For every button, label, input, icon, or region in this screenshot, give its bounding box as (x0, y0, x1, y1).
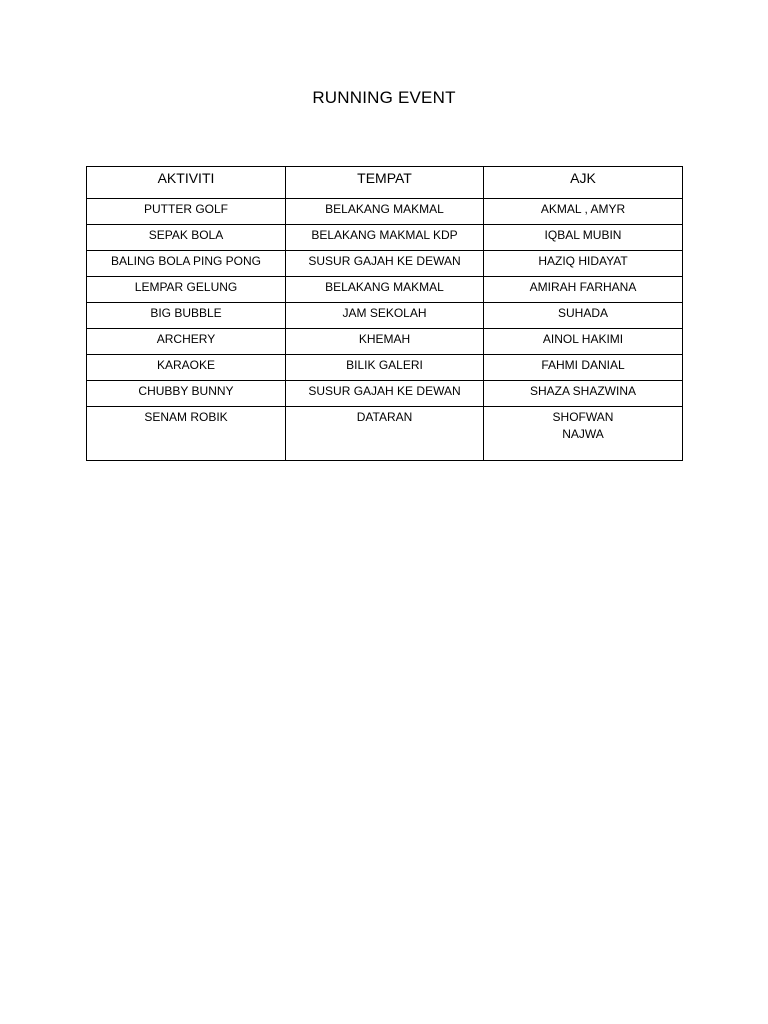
cell-ajk: IQBAL MUBIN (484, 225, 683, 251)
cell-tempat: JAM SEKOLAH (286, 303, 484, 329)
cell-tempat: BELAKANG MAKMAL (286, 277, 484, 303)
table-row (87, 407, 683, 461)
cell-aktiviti: LEMPAR GELUNG (87, 277, 286, 303)
cell-ajk (484, 407, 683, 461)
table-row (87, 277, 683, 303)
cell-ajk: SHAZA SHAZWINA (484, 381, 683, 407)
table-header-row (87, 167, 683, 199)
table-row (87, 329, 683, 355)
cell-aktiviti: SEPAK BOLA (87, 225, 286, 251)
cell-aktiviti: ARCHERY (87, 329, 286, 355)
cell-tempat: SUSUR GAJAH KE DEWAN (286, 381, 484, 407)
table-row (87, 303, 683, 329)
cell-ajk-line: NAJWA (562, 427, 604, 441)
cell-ajk: HAZIQ HIDAYAT (484, 251, 683, 277)
cell-ajk: FAHMI DANIAL (484, 355, 683, 381)
cell-tempat: BELAKANG MAKMAL (286, 199, 484, 225)
table-row (87, 381, 683, 407)
table-row (87, 199, 683, 225)
header-aktiviti: AKTIVITI (87, 167, 286, 199)
table-row (87, 355, 683, 381)
table-row (87, 225, 683, 251)
cell-ajk: AINOL HAKIMI (484, 329, 683, 355)
cell-tempat: BILIK GALERI (286, 355, 484, 381)
cell-tempat: BELAKANG MAKMAL KDP (286, 225, 484, 251)
cell-aktiviti: SENAM ROBIK (87, 407, 286, 461)
cell-ajk: AMIRAH FARHANA (484, 277, 683, 303)
cell-tempat: DATARAN (286, 407, 484, 461)
cell-tempat: KHEMAH (286, 329, 484, 355)
cell-aktiviti: BALING BOLA PING PONG (87, 251, 286, 277)
cell-tempat: SUSUR GAJAH KE DEWAN (286, 251, 484, 277)
cell-ajk: AKMAL , AMYR (484, 199, 683, 225)
cell-aktiviti: KARAOKE (87, 355, 286, 381)
header-tempat: TEMPAT (286, 167, 484, 199)
document-title: RUNNING EVENT (312, 88, 456, 107)
cell-ajk: SUHADA (484, 303, 683, 329)
cell-aktiviti: PUTTER GOLF (87, 199, 286, 225)
event-table (86, 166, 683, 461)
cell-aktiviti: CHUBBY BUNNY (87, 381, 286, 407)
table-row (87, 251, 683, 277)
cell-ajk-line: SHOFWAN (552, 410, 614, 424)
cell-aktiviti: BIG BUBBLE (87, 303, 286, 329)
header-ajk: AJK (484, 167, 683, 199)
